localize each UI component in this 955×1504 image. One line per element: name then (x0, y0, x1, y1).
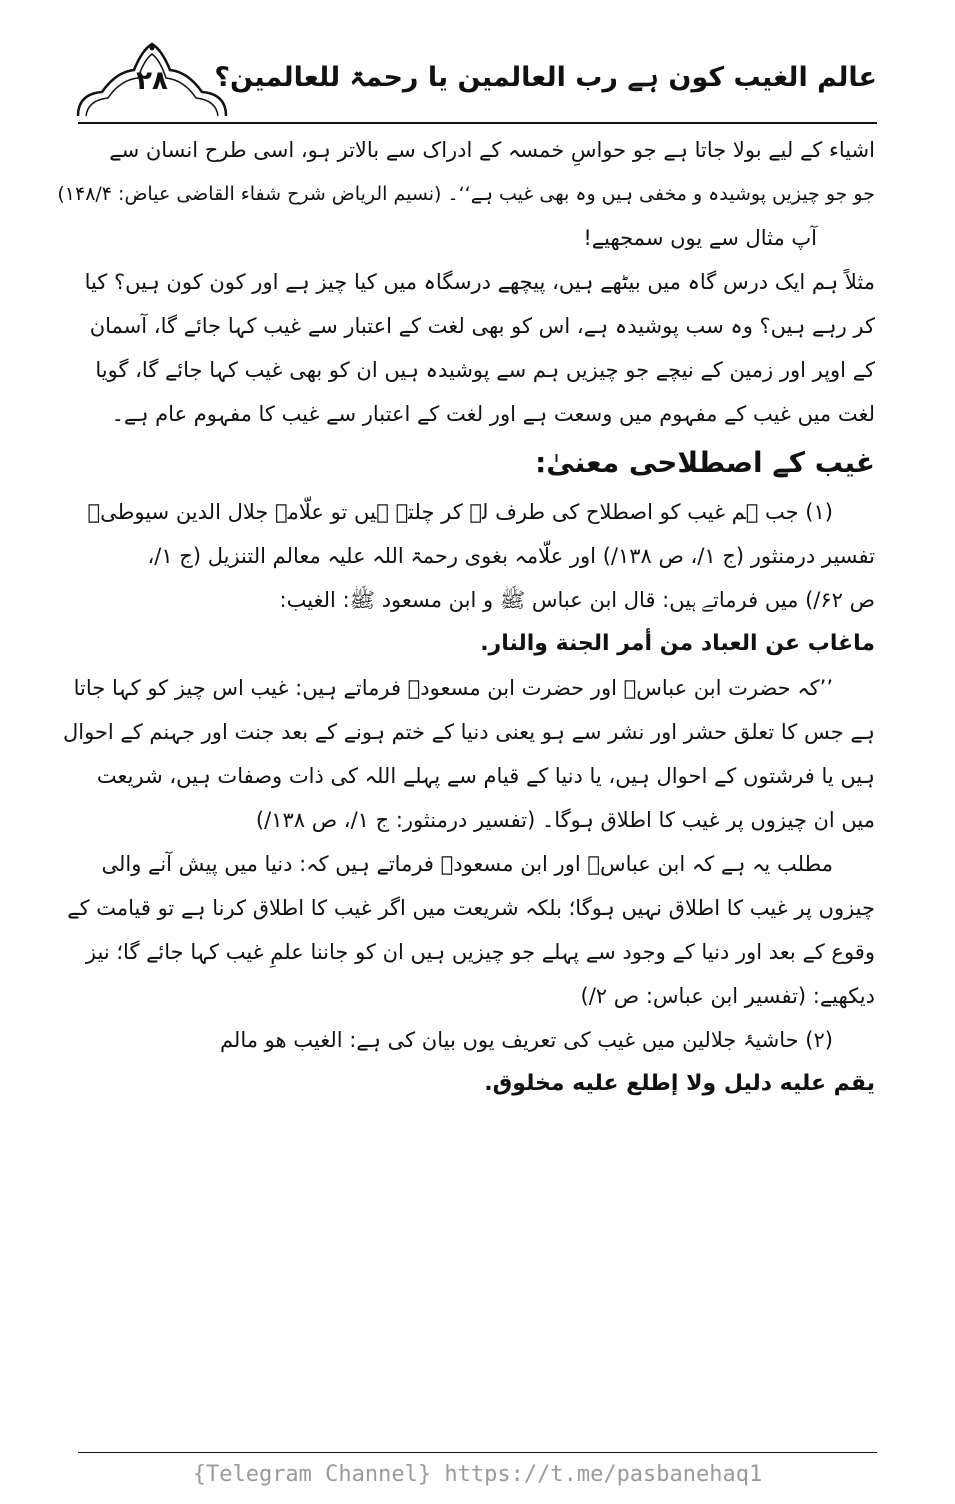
text-line: وقوع کے بعد اور دنیا کے وجود سے پہلے جو چیزیں ہیں ان کو جاننا علمِ غیب کہا جائے گا؛ نیز (85, 940, 875, 964)
text-line: تفسیر درمنثور (ج ۱/، ص ۱۳۸/) اور علّامہ بغوی رحمۃ اللہ علیہ معالم التنزیل (ج ۱/، (147, 544, 875, 568)
text-line: میں ان چیزوں پر غیب کا اطلاق ہوگا۔ (تفسیر درمنثور: ج ۱/، ص ۱۳۸/) (255, 808, 875, 832)
text-line: آپ مثال سے یوں سمجھیے! (583, 226, 817, 250)
text-line: دیکھیے: (تفسیر ابن عباس: ص ۲/) (580, 984, 875, 1008)
text-line: ہے جس کا تعلق حشر اور نشر سے ہو یعنی دنیا کے ختم ہونے کے بعد جنت اور جہنم کے احوال (62, 720, 875, 744)
paragraph-3 (80, 490, 875, 666)
paragraph-4 (62, 666, 875, 842)
text-line: جو جو چیزیں پوشیدہ و مخفی ہیں وہ بھی غیب ہے‘‘۔ (نسیم الریاض شرح شفاء القاضی عیاض: ۱۴۸/۴) (57, 183, 875, 205)
paragraph-1 (57, 128, 875, 260)
text-line: ص ۶۲/) میں فرماتے ہیں: قال ابن عباس ﷺ و ابن مسعود ﷺ: الغیب: (279, 588, 875, 612)
text-line: کر رہے ہیں؟ وہ سب پوشیدہ ہے، اس کو بھی لغت کے اعتبار سے غیب کہا جائے گا، آسمان (89, 314, 875, 338)
paragraph-2 (80, 260, 875, 436)
section-heading: غیب کے اصطلاحی معنیٰ: (535, 446, 875, 479)
arabic-quote: ماغاب عن العباد من أمر الجنة والنار. (480, 631, 875, 656)
text-line: (۲) حاشیۂ جلالین میں غیب کی تعریف یوں بیان کی ہے: الغيب هو مالم (219, 1028, 833, 1052)
text-line: چیزوں پر غیب کا اطلاق نہیں ہوگا؛ بلکہ شریعت میں اگر غیب کا اطلاق کرنا ہے تو قیامت کے (67, 896, 875, 920)
telegram-watermark: {Telegram Channel} https://t.me/pasbanehaq1 (192, 1462, 763, 1487)
running-title: عالم الغیب کون ہے رب العالمین یا رحمۃ للعالمین؟ (214, 62, 877, 93)
paragraph-6 (80, 1018, 875, 1106)
text-line: ہیں یا فرشتوں کے احوال ہیں، یا دنیا کے قیام سے پہلے اللہ کی ذات وصفات ہیں، شریعت (96, 764, 875, 788)
text-line: (۱) جب ہم غیب کو اصطلاح کی طرف لے کر چلتے ہیں تو علّامہ جلال الدین سیوطیؒ (87, 500, 833, 524)
text-line: مطلب یہ ہے کہ ابن عباسؓ اور ابن مسعودؓ فرماتے ہیں کہ: دنیا میں پیش آنے والی (101, 852, 833, 876)
text-line: ’’کہ حضرت ابن عباسؓ اور حضرت ابن مسعودؓ فرماتے ہیں: غیب اس چیز کو کہا جاتا (73, 676, 833, 700)
page-body (57, 128, 875, 1106)
text-line: لغت میں غیب کے مفہوم میں وسعت ہے اور لغت کے اعتبار سے غیب کا مفہوم عام ہے۔ (111, 402, 875, 426)
text-line: مثلاً ہم ایک درس گاہ میں بیٹھے ہیں، پیچھے درسگاہ میں کیا چیز ہے اور کون کون ہیں؟ کیا (84, 270, 875, 294)
footer-rule (78, 1452, 877, 1453)
header-rule (78, 122, 877, 124)
text-line: کے اوپر اور زمین کے نیچے جو چیزیں ہم سے پوشیدہ ہیں ان کو بھی غیب کہا جائے گا، گویا (95, 358, 875, 382)
arabic-quote: يقم عليه دليل ولا إطلع عليه مخلوق. (484, 1071, 875, 1096)
page-number: ۲۸ (136, 66, 168, 96)
paragraph-5 (67, 842, 875, 1018)
text-line: اشیاء کے لیے بولا جاتا ہے جو حواسِ خمسہ کے ادراک سے بالاتر ہو، اسی طرح انسان سے (109, 138, 875, 162)
